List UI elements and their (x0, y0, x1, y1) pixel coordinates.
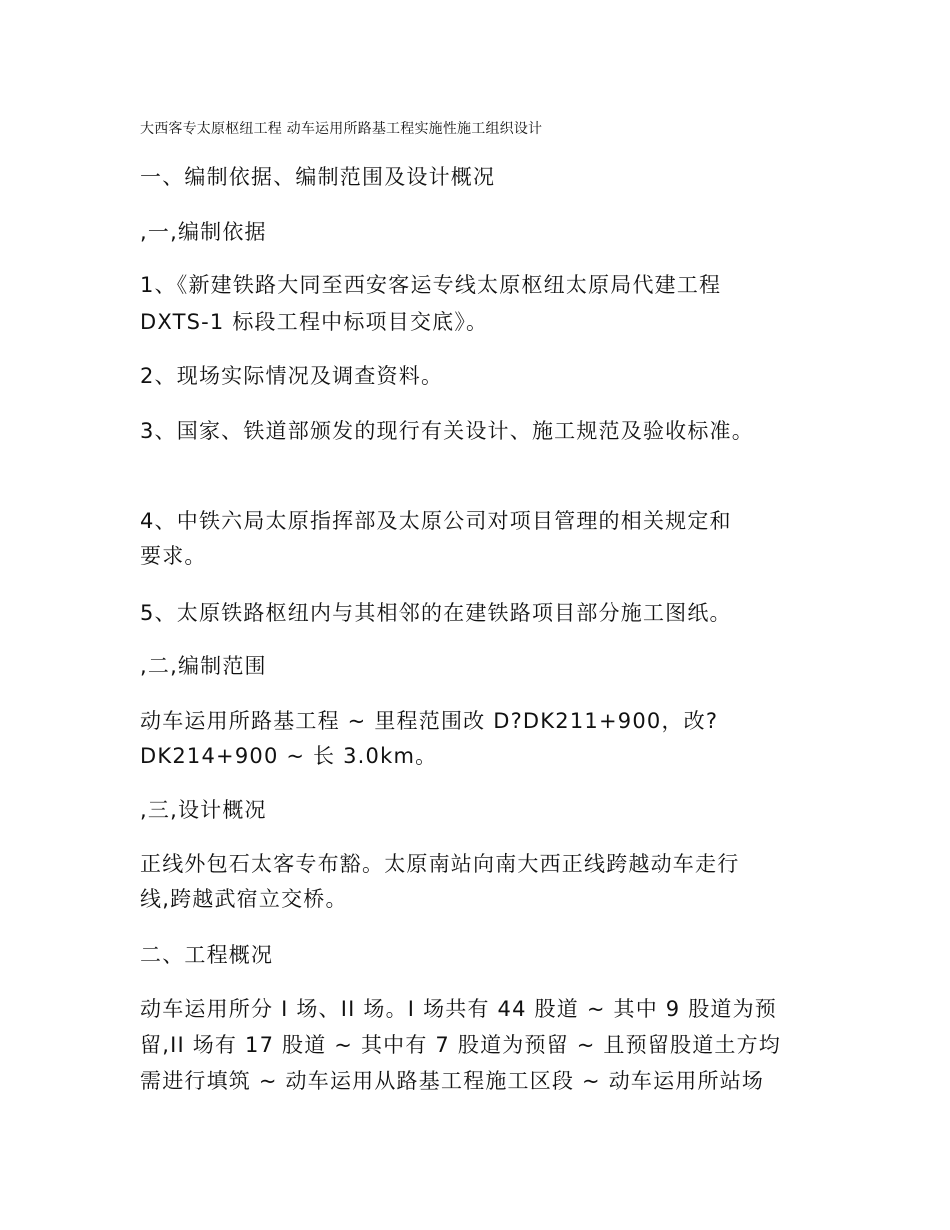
basis-item-4-line-1: 4、中铁六局太原指挥部及太原公司对项目管理的相关规定和 (140, 509, 732, 533)
design-paragraph-line-1: 正线外包石太客专布豁。太原南站向南大西正线跨越动车走行 (140, 852, 740, 876)
subheading-scope: ,二,编制范围 (140, 654, 267, 678)
document-header: 大西客专太原枢纽工程 动车运用所路基工程实施性施工组织设计 (140, 121, 543, 137)
basis-item-3: 3、国家、铁道部颁发的现行有关设计、施工规范及验收标准。 (140, 419, 754, 443)
basis-item-1-line-1: 1、《新建铁路大同至西安客运专线太原枢纽太原局代建工程 (140, 273, 722, 297)
project-paragraph-line-1: 动车运用所分 I 场、II 场。I 场共有 44 股道 ~ 其中 9 股道为预 (140, 997, 778, 1021)
basis-item-4-line-2: 要求。 (140, 544, 207, 568)
basis-item-1-line-2: DXTS-1 标段工程中标项目交底》。 (140, 310, 489, 334)
basis-item-5: 5、太原铁路枢纽内与其相邻的在建铁路项目部分施工图纸。 (140, 601, 732, 625)
subheading-design-overview: ,三,设计概况 (140, 798, 267, 822)
subheading-basis: ,一,编制依据 (140, 220, 267, 244)
basis-item-2: 2、现场实际情况及调查资料。 (140, 364, 444, 388)
scope-paragraph-line-1: 动车运用所路基工程 ~ 里程范围改 D?DK211+900，改? (140, 709, 719, 733)
project-paragraph-line-2: 留,II 场有 17 股道 ~ 其中有 7 股道为预留 ~ 且预留股道土方均 (140, 1033, 782, 1057)
design-paragraph-line-2: 线,跨越武宿立交桥。 (140, 887, 348, 911)
section-heading-project-overview: 二、工程概况 (140, 943, 274, 967)
project-paragraph-line-3: 需进行填筑 ~ 动车运用从路基工程施工区段 ~ 动车运用所站场 (140, 1069, 765, 1093)
section-heading-basis-scope-overview: 一、编制依据、编制范围及设计概况 (140, 165, 496, 189)
scope-paragraph-line-2: DK214+900 ~ 长 3.0km。 (140, 744, 438, 768)
